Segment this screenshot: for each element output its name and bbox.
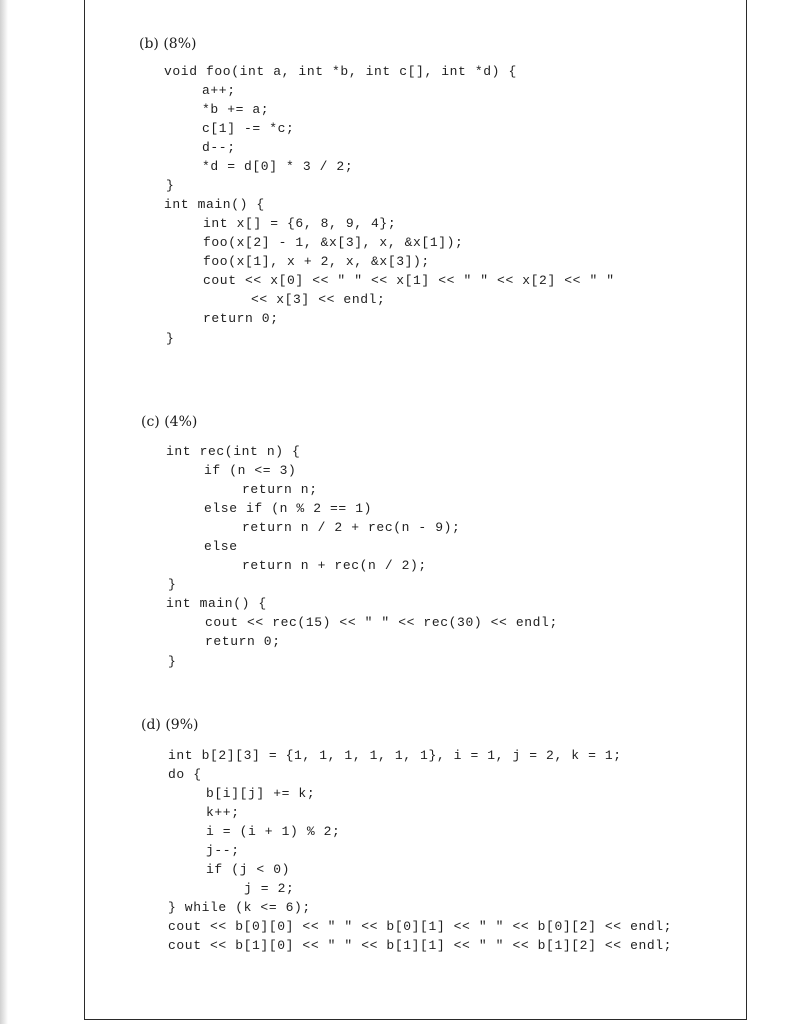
code-line: cout << b[0][0] << " " << b[0][1] << " " << b[0][2] << endl; [168, 919, 673, 934]
code-line: do { [168, 767, 202, 782]
code-line: d--; [202, 140, 236, 155]
scan-edge-shadow [0, 0, 8, 1024]
code-line: k++; [206, 805, 240, 820]
code-line: return n / 2 + rec(n - 9); [242, 520, 461, 535]
code-line: return 0; [203, 311, 279, 326]
code-line: a++; [202, 83, 236, 98]
code-line: if (j < 0) [206, 862, 291, 877]
section-d-label: (d) (9%) [141, 717, 199, 733]
section-c-label: (c) (4%) [141, 414, 198, 430]
code-line: foo(x[2] - 1, &x[3], x, &x[1]); [203, 235, 464, 250]
code-line: } [166, 331, 175, 346]
code-line: int rec(int n) { [166, 444, 301, 459]
code-line: *b += a; [202, 102, 270, 117]
code-line: j = 2; [244, 881, 295, 896]
code-line: int main() { [166, 596, 267, 611]
code-line: i = (i + 1) % 2; [206, 824, 341, 839]
code-line: } [166, 178, 175, 193]
code-line: if (n <= 3) [204, 463, 297, 478]
code-line: << x[3] << endl; [251, 292, 386, 307]
code-line: return n; [242, 482, 318, 497]
code-line: j--; [206, 843, 240, 858]
code-line: c[1] -= *c; [202, 121, 295, 136]
code-line: foo(x[1], x + 2, x, &x[3]); [203, 254, 430, 269]
code-line: } [168, 654, 177, 669]
code-line: int main() { [164, 197, 265, 212]
code-line: cout << rec(15) << " " << rec(30) << endl; [205, 615, 558, 630]
code-line: } [168, 577, 177, 592]
code-line: else if (n % 2 == 1) [204, 501, 373, 516]
code-line: cout << x[0] << " " << x[1] << " " << x[2] << " " [203, 273, 615, 288]
code-line: *d = d[0] * 3 / 2; [202, 159, 354, 174]
code-line: else [204, 539, 238, 554]
code-line: return n + rec(n / 2); [242, 558, 427, 573]
code-line: b[i][j] += k; [206, 786, 316, 801]
code-line: return 0; [205, 634, 281, 649]
page-border [84, 0, 747, 1020]
code-line: void foo(int a, int *b, int c[], int *d) { [164, 64, 517, 79]
section-b-label: (b) (8%) [139, 36, 197, 52]
code-line: cout << b[1][0] << " " << b[1][1] << " " << b[1][2] << endl; [168, 938, 673, 953]
code-line: int b[2][3] = {1, 1, 1, 1, 1, 1}, i = 1, j = 2, k = 1; [168, 748, 622, 763]
code-line: } while (k <= 6); [168, 900, 311, 915]
code-line: int x[] = {6, 8, 9, 4}; [203, 216, 397, 231]
